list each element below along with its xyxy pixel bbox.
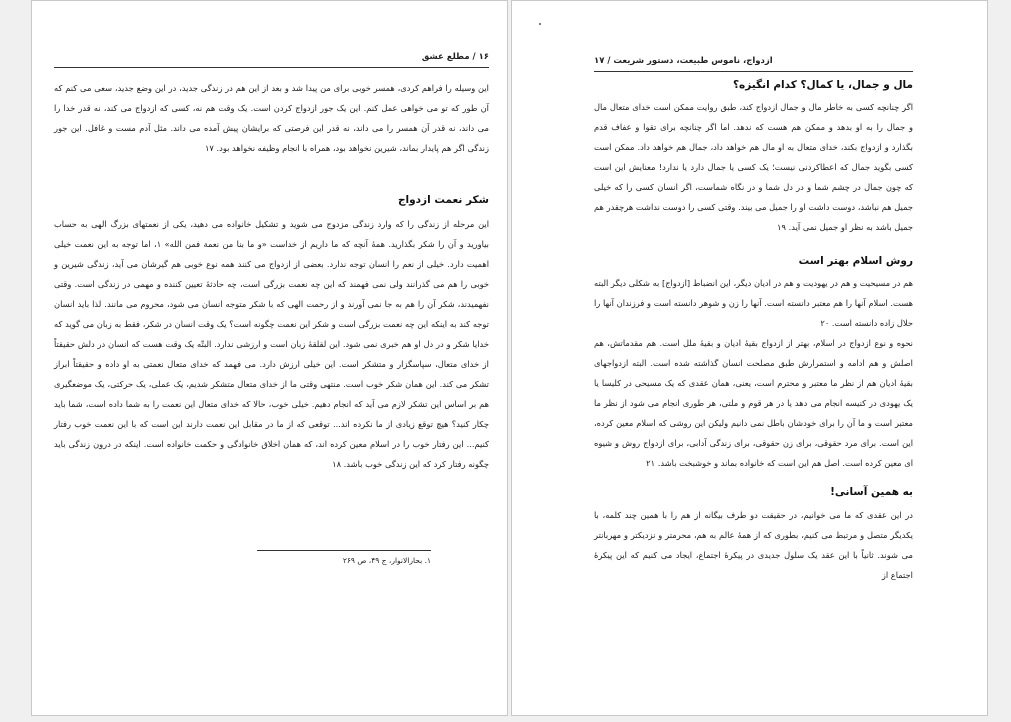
paragraph <box>594 333 913 473</box>
paragraph-text: در این عقدی که ما می خوانیم، در حقیقت دو طرف بیگانه از هم را با همین چند کلمه، با یکدیگر متصل و مرتبط می کنیم، بطوری که از همهٔ عالم به هم، محرمتر و نزدیکتر و مهربانتر می شوند. ثانیاً با این عقد یک سلول جدیدی در پیکرهٔ اجتماع، ایجاد می کنیم که این پیکرهٔ اجتماع از <box>594 510 913 580</box>
paragraph-text: این مرحله از زندگی را که وارد زندگی مزدوج می شوید و تشکیل خانواده می دهید، یکی از نعمتهای بزرگ الهی به حساب بیاورید و آن را شکر بگذارید. همهٔ آنچه که ما داریم از خداست «و ما بنا من نعمة فمن الله» ۱، اما توجه به این نعمت خیلی اهمیت دارد. خیلی از نعم را انسان توجه ندارد. بعضی از ازدواج می کنند همه نوع خوبی هم گیرشان می آید، زندگی شیرین و خوبی را هم می گذرانند ولی نمی فهمند که این چه نعمت بزرگی است، چه حادثهٔ تعیین کننده و مهمی در زندگی است. وقتی نفهمیدند، شکر آن را هم به جا نمی آورند و از رحمت الهی که با شکر متوجه انسان می شود، محروم می مانند. لذا باید انسان توجه کند به اینکه این چه نعمت بزرگی است و شکر این نعمت چگونه است؟ یک وقت انسان در شکر، فقط به زبان می گوید که خدایا شکر و در دل او هم خبری نمی شود. این لقلقهٔ زبان است و ارزشی ندارد. البتّه یک وقت هست که انسان در دلش حقیقتاً از خدای متعال، سپاسگزار و متشکر است. این خیلی ارزش دارد. می فهمد که خدای متعال نعمتی به او داده و حقیقتاً ابراز تشکر می کند. این همان شکر خوب است. منتهی وقتی ما از خدای متعال متشکر شدیم، یک عملی، یک حرکتی، یک موضعگیری هم بر اساس این تشکر لازم می آید که انجام دهیم. خیلی خوب، حالا که خدای متعال این نعمت را به شما داده است، شما باید چکار کنید؟ هیچ توقع زیادی از ما نکرده اند... توقعی که از ما در مقابل این نعمت دارند این است که با این نعمت خوب رفتار کنیم... این رفتار خوب را در اسلام معین کرده اند، که همان اخلاق خانوادگی و حکمت خانواده است. اینکه در درون زندگی باید چگونه رفتار کرد که این زندگی خوب باشد. ۱۸ <box>54 219 489 469</box>
section-heading: شکر نعمت ازدواج <box>397 194 489 206</box>
page-mark <box>539 23 541 25</box>
left-page <box>31 0 508 716</box>
section-heading: مال و جمال، یا کمال؟ کدام انگیزه؟ <box>732 79 913 91</box>
paragraph <box>54 214 489 474</box>
footnote: ۱. بحارالانوار، ج ۴۹، ص ۲۶۹ <box>342 556 431 565</box>
paragraph-text: نحوه و نوع ازدواج در اسلام، بهتر از ازدواج بقیهٔ ادیان و بقیهٔ ملل است. هم مقدماتش، هم اصلش و هم ادامه و استمرارش طبق مصلحت انسان گذاشته شده است. البته ازدواجهای بقیهٔ ادیان هم از نظر ما معتبر و محترم است، یعنی، همان عقدی که یک مسیحی در کلیسا یا یک یهودی در کنیسه انجام می دهد یا در هر قوم و ملتی، هر طوری انجام می شود از نظر ما معتبر است و ما آن را برای خودشان باطل نمی دانیم ولیکن این روشی که اسلام معین کرده، این است. برای مرد حقوقی، برای زن حقوقی، برای زندگی آدابی، برای ازدواج روش و شیوه ای معین کرده است. اصل هم این است که خانواده بماند و خوشبخت باشد. ۲۱ <box>594 338 913 468</box>
footnote-rule <box>257 550 431 551</box>
paragraph-text: هم در مسیحیت و هم در یهودیت و هم در ادیان دیگر، این انضباط [ازدواج] به شکلی دیگر البته هست. اسلام آنها را هم معتبر دانسته است. آنها را زن و شوهر دانسته است و فرزندان آنها را حلال زاده دانسته است. ۲۰ <box>594 278 913 328</box>
right-page <box>511 0 988 716</box>
page-header: ازدواج، ناموس طبیعت، دستور شریعت / ۱۷ <box>594 56 773 66</box>
paragraph <box>54 78 489 158</box>
paragraph <box>594 97 913 237</box>
paragraph <box>594 273 913 333</box>
section-heading: روش اسلام بهتر است <box>798 255 913 267</box>
section-heading: به همین آسانی! <box>830 486 913 498</box>
paragraph-text: اگر چنانچه کسی به خاطر مال و جمال ازدواج کند، طبق روایت ممکن است خدای متعال مال و جمال را به او بدهد و ممکن هم هست که ندهد. اما اگر چنانچه برای تقوا و عفاف قدم بگذارد و ازدواج بکند، خدای متعال به او مال هم خواهد داد، جمال هم خواهد داد. ممکن است کسی بگوید جمال که اعطاکردنی نیست؛ یک کسی یا جمال دارد یا ندارد! معنایش این است که چون جمال در چشم شما و در دل شما و در نگاه شماست، اگر انسان کسی را که خیلی جمیل هم نباشد، دوست داشت او را جمیل می بیند. وقتی کسی را دوست نداشت هرچقدر هم جمیل باشد به نظر او جمیل نمی آید. ۱۹ <box>594 102 913 232</box>
header-rule <box>594 71 913 72</box>
page-header: ۱۶ / مطلع عشق <box>421 52 489 62</box>
paragraph-text: این وسیله را فراهم کردی، همسر خوبی برای من پیدا شد و بعد از این هم در زندگی جدید، در این وضع جدید، سعی می کنم که آن طور که تو می خواهی عمل کنم. این یک جور ازدواج کردن است. یک وقت هم نه، کسی که ازدواج می کند، نه قدر خدا را می داند، نه قدر آن همسر را می داند، نه قدر این فرصتی که برایشان پیش آمده می داند. مثل آدم مست و غافل. این جور زندگی اگر هم پایدار بماند، شیرین نخواهد بود، همراه با انجام وظیفه نخواهد بود. ۱۷ <box>54 83 489 153</box>
paragraph <box>594 505 913 585</box>
header-rule <box>54 67 489 68</box>
